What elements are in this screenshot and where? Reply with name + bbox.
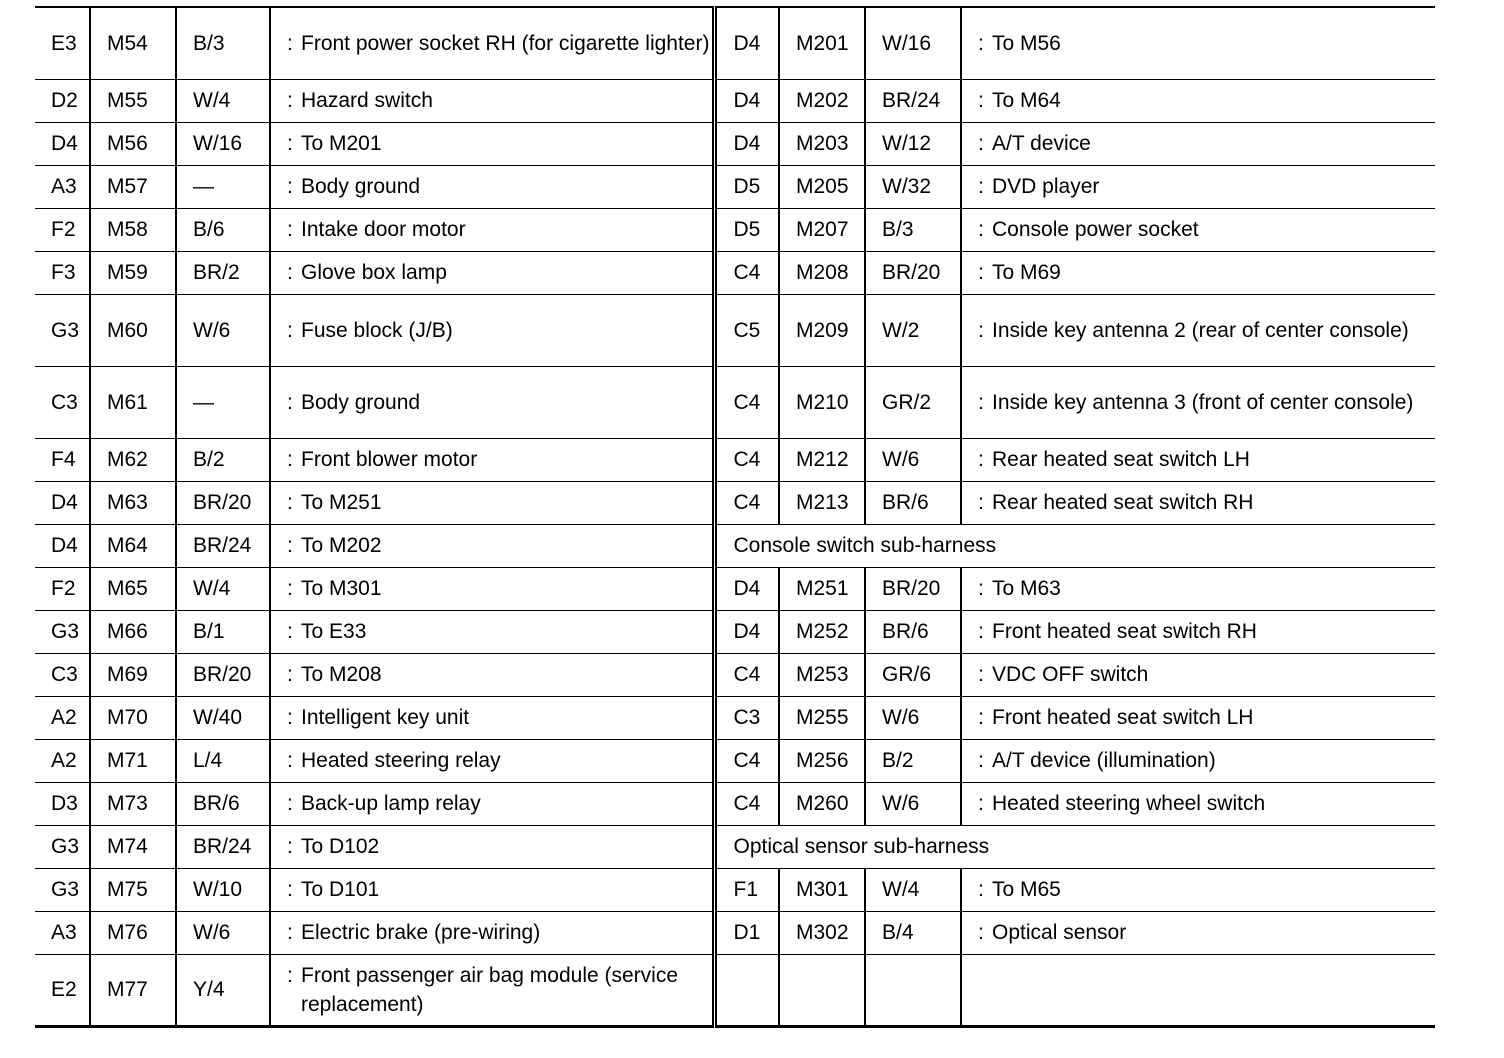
separator-colon: : [287,132,293,155]
table-row [35,825,1435,868]
table-row [35,739,1435,782]
table-row [35,481,1435,524]
right-wire-color-pins: W/6 [865,438,961,481]
table-row [35,208,1435,251]
left-connector-description [270,165,714,208]
left-grid-position: A2 [35,739,90,782]
left-connector-number: M57 [90,165,176,208]
description-text: Electric brake (pre-wiring) [301,921,541,944]
table-row [35,7,1435,79]
description-text: DVD player [992,175,1100,198]
right-connector-description [961,251,1435,294]
left-grid-position: F4 [35,438,90,481]
left-connector-number: M54 [90,7,176,79]
right-connector-description [961,165,1435,208]
right-wire-color-pins: GR/2 [865,366,961,438]
right-grid-position: C4 [714,251,779,294]
right-connector-description [961,481,1435,524]
separator-colon: : [287,577,293,600]
separator-colon: : [978,89,984,112]
right-connector-number: M252 [779,610,865,653]
left-connector-description [270,653,714,696]
separator-colon: : [978,448,984,471]
left-connector-number: M73 [90,782,176,825]
separator-colon: : [287,89,293,112]
left-connector-number: M60 [90,294,176,366]
left-wire-color-pins: — [176,165,270,208]
left-grid-position: D4 [35,524,90,567]
right-connector-description [961,208,1435,251]
right-wire-color-pins-empty [865,954,961,1026]
left-connector-number: M56 [90,122,176,165]
left-connector-description [270,251,714,294]
separator-colon: : [287,390,293,414]
table-row [35,567,1435,610]
left-wire-color-pins: B/6 [176,208,270,251]
left-grid-position: G3 [35,294,90,366]
left-connector-number: M62 [90,438,176,481]
separator-colon: : [978,218,984,241]
right-connector-number: M255 [779,696,865,739]
left-connector-description [270,438,714,481]
description-text: Front blower motor [301,448,478,471]
table-row [35,911,1435,954]
separator-colon: : [978,749,984,772]
separator-colon: : [287,792,293,815]
right-connector-number: M205 [779,165,865,208]
right-grid-position: C4 [714,782,779,825]
left-grid-position: G3 [35,825,90,868]
separator-colon: : [978,31,984,55]
right-connector-number: M207 [779,208,865,251]
left-grid-position: D3 [35,782,90,825]
left-wire-color-pins: BR/20 [176,653,270,696]
right-connector-number: M256 [779,739,865,782]
right-grid-position: F1 [714,868,779,911]
table-row [35,438,1435,481]
left-connector-number: M59 [90,251,176,294]
description-text: To M65 [992,878,1061,901]
left-connector-description [270,567,714,610]
right-wire-color-pins: W/2 [865,294,961,366]
sub-harness-heading: Optical sensor sub-harness [714,825,1435,868]
description-text: To M251 [301,491,382,514]
right-connector-description-empty [961,954,1435,1026]
right-wire-color-pins: B/3 [865,208,961,251]
left-connector-number: M61 [90,366,176,438]
separator-colon: : [287,921,293,944]
description-text: Intake door motor [301,218,466,241]
description-text: Intelligent key unit [301,706,470,729]
left-connector-description [270,366,714,438]
description-text: Rear heated seat switch LH [992,448,1250,471]
right-wire-color-pins: GR/6 [865,653,961,696]
left-connector-description [270,911,714,954]
left-grid-position: D2 [35,79,90,122]
right-wire-color-pins: W/6 [865,696,961,739]
left-grid-position: F2 [35,567,90,610]
sub-harness-heading: Console switch sub-harness [714,524,1435,567]
left-wire-color-pins: BR/24 [176,825,270,868]
left-connector-description [270,739,714,782]
right-wire-color-pins: B/4 [865,911,961,954]
left-wire-color-pins: Y/4 [176,954,270,1026]
description-text: Front heated seat switch RH [992,620,1257,643]
right-wire-color-pins: W/32 [865,165,961,208]
left-connector-number: M74 [90,825,176,868]
description-text: Front passenger air bag module (service replacement) [301,963,679,1016]
left-grid-position: A2 [35,696,90,739]
right-connector-description [961,567,1435,610]
separator-colon: : [287,261,293,284]
left-grid-position: C3 [35,653,90,696]
right-grid-position: D5 [714,165,779,208]
right-grid-position: D4 [714,567,779,610]
left-connector-description [270,208,714,251]
separator-colon: : [978,261,984,284]
left-connector-description [270,524,714,567]
description-text: Glove box lamp [301,261,447,284]
left-connector-number: M75 [90,868,176,911]
right-grid-position: D4 [714,79,779,122]
left-connector-description [270,954,714,1026]
separator-colon: : [287,491,293,514]
left-connector-description [270,696,714,739]
left-connector-number: M66 [90,610,176,653]
description-text: VDC OFF switch [992,663,1149,686]
left-grid-position: C3 [35,366,90,438]
right-wire-color-pins: W/16 [865,7,961,79]
left-connector-number: M77 [90,954,176,1026]
left-wire-color-pins: W/10 [176,868,270,911]
description-text: Inside key antenna 2 (rear of center console) [992,318,1409,342]
separator-colon: : [978,706,984,729]
right-connector-description [961,739,1435,782]
left-wire-color-pins: B/1 [176,610,270,653]
separator-colon: : [287,448,293,471]
table-row [35,524,1435,567]
left-wire-color-pins: W/4 [176,79,270,122]
left-connector-number: M58 [90,208,176,251]
table-row [35,366,1435,438]
separator-colon: : [978,577,984,600]
description-text: Inside key antenna 3 (front of center console) [992,390,1414,414]
left-wire-color-pins: W/6 [176,911,270,954]
table-row [35,868,1435,911]
description-text: Hazard switch [301,89,433,112]
table-row [35,251,1435,294]
right-grid-position: D4 [714,610,779,653]
left-connector-number: M69 [90,653,176,696]
description-text: To M63 [992,577,1061,600]
description-text: To M202 [301,534,382,557]
left-connector-description [270,79,714,122]
right-connector-number: M209 [779,294,865,366]
right-connector-number: M253 [779,653,865,696]
description-text: Rear heated seat switch RH [992,491,1254,514]
right-wire-color-pins: W/6 [865,782,961,825]
right-connector-number: M201 [779,7,865,79]
right-connector-number: M251 [779,567,865,610]
right-connector-description [961,7,1435,79]
left-wire-color-pins: — [176,366,270,438]
left-wire-color-pins: BR/6 [176,782,270,825]
left-grid-position: D4 [35,122,90,165]
description-text: Fuse block (J/B) [301,318,453,342]
left-connector-description [270,868,714,911]
right-wire-color-pins: W/12 [865,122,961,165]
description-text: To D101 [301,878,380,901]
separator-colon: : [287,31,293,55]
right-connector-description [961,610,1435,653]
description-text: To M56 [992,31,1061,55]
left-wire-color-pins: W/4 [176,567,270,610]
separator-colon: : [287,175,293,198]
separator-colon: : [287,835,293,858]
right-wire-color-pins: W/4 [865,868,961,911]
left-wire-color-pins: BR/24 [176,524,270,567]
separator-colon: : [287,318,293,342]
right-wire-color-pins: BR/6 [865,610,961,653]
table-row [35,79,1435,122]
table-row [35,653,1435,696]
right-connector-description [961,366,1435,438]
left-wire-color-pins: W/6 [176,294,270,366]
right-wire-color-pins: BR/20 [865,251,961,294]
left-connector-number: M71 [90,739,176,782]
description-text: Front heated seat switch LH [992,706,1254,729]
right-grid-position-empty [714,954,779,1026]
table-row [35,294,1435,366]
description-text: To M201 [301,132,382,155]
right-connector-description [961,782,1435,825]
right-connector-number: M202 [779,79,865,122]
right-grid-position: C4 [714,739,779,782]
left-grid-position: F2 [35,208,90,251]
table-row [35,782,1435,825]
left-connector-description [270,782,714,825]
separator-colon: : [978,132,984,155]
left-connector-number: M65 [90,567,176,610]
description-text: To E33 [301,620,367,643]
separator-colon: : [978,491,984,514]
description-text: A/T device (illumination) [992,749,1216,772]
table-row [35,696,1435,739]
right-connector-number-empty [779,954,865,1026]
description-text: To M69 [992,261,1061,284]
description-text: Heated steering wheel switch [992,792,1266,815]
description-text: Back-up lamp relay [301,792,481,815]
right-connector-description [961,79,1435,122]
right-grid-position: C4 [714,438,779,481]
separator-colon: : [978,390,984,414]
description-text: To M64 [992,89,1061,112]
description-text: Heated steering relay [301,749,501,772]
right-connector-description [961,294,1435,366]
left-wire-color-pins: BR/2 [176,251,270,294]
right-grid-position: D5 [714,208,779,251]
description-text: To M301 [301,577,382,600]
right-connector-number: M203 [779,122,865,165]
description-text: Body ground [301,175,421,198]
right-connector-number: M210 [779,366,865,438]
left-connector-description [270,7,714,79]
left-grid-position: A3 [35,165,90,208]
separator-colon: : [287,534,293,557]
right-connector-number: M208 [779,251,865,294]
right-wire-color-pins: BR/20 [865,567,961,610]
left-connector-description [270,825,714,868]
description-text: To M208 [301,663,382,686]
left-wire-color-pins: L/4 [176,739,270,782]
right-grid-position: D4 [714,7,779,79]
right-grid-position: C3 [714,696,779,739]
right-grid-position: C5 [714,294,779,366]
left-grid-position: G3 [35,868,90,911]
table-row [35,165,1435,208]
right-grid-position: C4 [714,481,779,524]
right-grid-position: C4 [714,653,779,696]
right-grid-position: D4 [714,122,779,165]
left-wire-color-pins: B/3 [176,7,270,79]
left-grid-position: A3 [35,911,90,954]
right-wire-color-pins: B/2 [865,739,961,782]
left-connector-number: M64 [90,524,176,567]
separator-colon: : [978,620,984,643]
right-grid-position: D1 [714,911,779,954]
left-connector-description [270,610,714,653]
right-connector-number: M301 [779,868,865,911]
left-grid-position: D4 [35,481,90,524]
left-connector-description [270,481,714,524]
right-connector-number: M302 [779,911,865,954]
table-row [35,954,1435,1026]
separator-colon: : [978,792,984,815]
right-wire-color-pins: BR/6 [865,481,961,524]
left-wire-color-pins: W/40 [176,696,270,739]
right-connector-description [961,911,1435,954]
right-connector-description [961,696,1435,739]
left-wire-color-pins: BR/20 [176,481,270,524]
left-grid-position: E2 [35,954,90,1026]
left-grid-position: G3 [35,610,90,653]
table-row [35,610,1435,653]
left-connector-number: M76 [90,911,176,954]
connector-list-table [35,6,1435,1028]
separator-colon: : [287,706,293,729]
right-connector-number: M212 [779,438,865,481]
left-connector-number: M55 [90,79,176,122]
separator-colon: : [978,878,984,901]
description-text: To D102 [301,835,380,858]
description-text: A/T device [992,132,1091,155]
left-grid-position: E3 [35,7,90,79]
separator-colon: : [978,921,984,944]
description-text: Body ground [301,390,421,414]
separator-colon: : [287,963,293,987]
table-row [35,122,1435,165]
description-text: Console power socket [992,218,1199,241]
right-connector-description [961,122,1435,165]
left-connector-description [270,294,714,366]
left-wire-color-pins: B/2 [176,438,270,481]
separator-colon: : [978,318,984,342]
right-connector-description [961,438,1435,481]
separator-colon: : [287,878,293,901]
left-wire-color-pins: W/16 [176,122,270,165]
separator-colon: : [287,663,293,686]
left-connector-number: M70 [90,696,176,739]
right-connector-number: M213 [779,481,865,524]
separator-colon: : [287,749,293,772]
left-connector-description [270,122,714,165]
left-grid-position: F3 [35,251,90,294]
right-connector-number: M260 [779,782,865,825]
separator-colon: : [978,663,984,686]
separator-colon: : [287,620,293,643]
separator-colon: : [978,175,984,198]
left-connector-number: M63 [90,481,176,524]
right-grid-position: C4 [714,366,779,438]
right-connector-description [961,868,1435,911]
right-connector-description [961,653,1435,696]
separator-colon: : [287,218,293,241]
description-text: Front power socket RH (for cigarette lighter) [301,31,710,55]
description-text: Optical sensor [992,921,1127,944]
right-wire-color-pins: BR/24 [865,79,961,122]
